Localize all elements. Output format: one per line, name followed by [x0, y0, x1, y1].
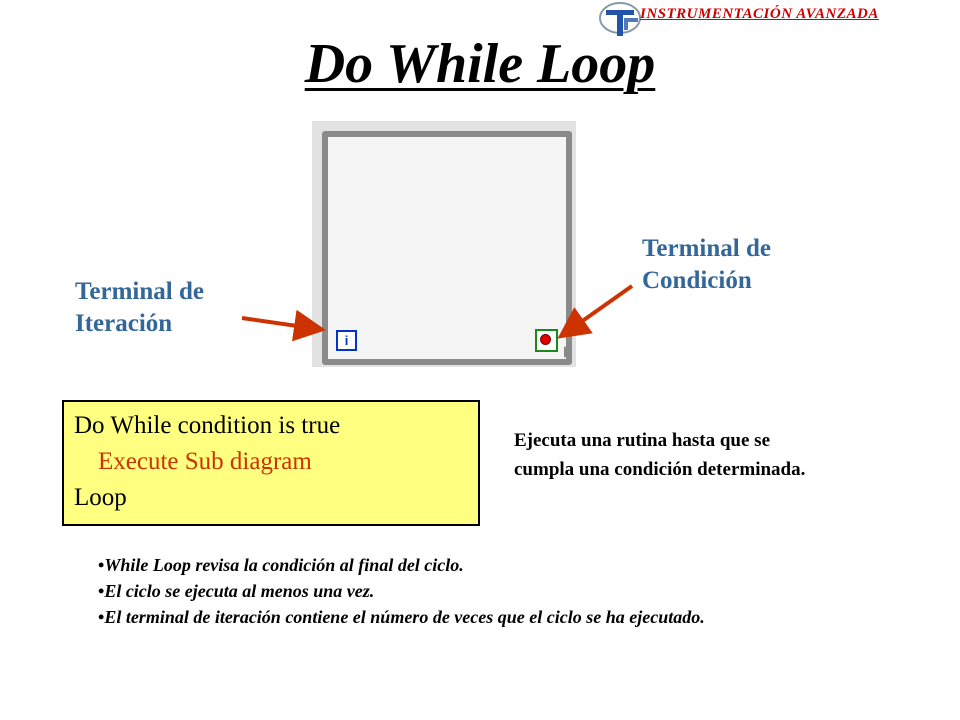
list-item: • El ciclo se ejecuta al menos una vez.: [98, 578, 838, 604]
code-line: Do While condition is true: [74, 412, 341, 439]
iteration-label-line: Iteración: [75, 310, 173, 337]
code-line: Loop: [74, 484, 127, 511]
pseudocode-box: [62, 400, 480, 526]
stop-dot-icon: [540, 334, 551, 345]
condition-label-line: Condición: [642, 267, 752, 294]
code-line: Execute Sub diagram: [98, 448, 312, 475]
condition-terminal-label: [642, 233, 771, 297]
organization-name: INSTRUMENTACIÓN AVANZADA: [640, 6, 879, 22]
loop-return-arrow-icon: [564, 346, 572, 358]
condition-terminal-icon: [535, 329, 558, 352]
loop-description: Ejecuta una rutina hasta que se cumpla una condición determinada.: [514, 430, 806, 480]
iteration-terminal-label: [75, 276, 204, 340]
condition-label-line: Terminal de: [642, 235, 771, 262]
iteration-terminal-icon: i: [336, 330, 357, 351]
bullet-list: [98, 552, 838, 630]
iteration-arrow: [242, 318, 318, 329]
list-item: • While Loop revisa la condición al final del ciclo.: [98, 552, 838, 578]
iteration-label-line: Terminal de: [75, 278, 204, 305]
page-title: Do While Loop: [304, 33, 656, 95]
list-item: • El terminal de iteración contiene el número de veces que el ciclo se ha ejecutado.: [98, 604, 838, 630]
